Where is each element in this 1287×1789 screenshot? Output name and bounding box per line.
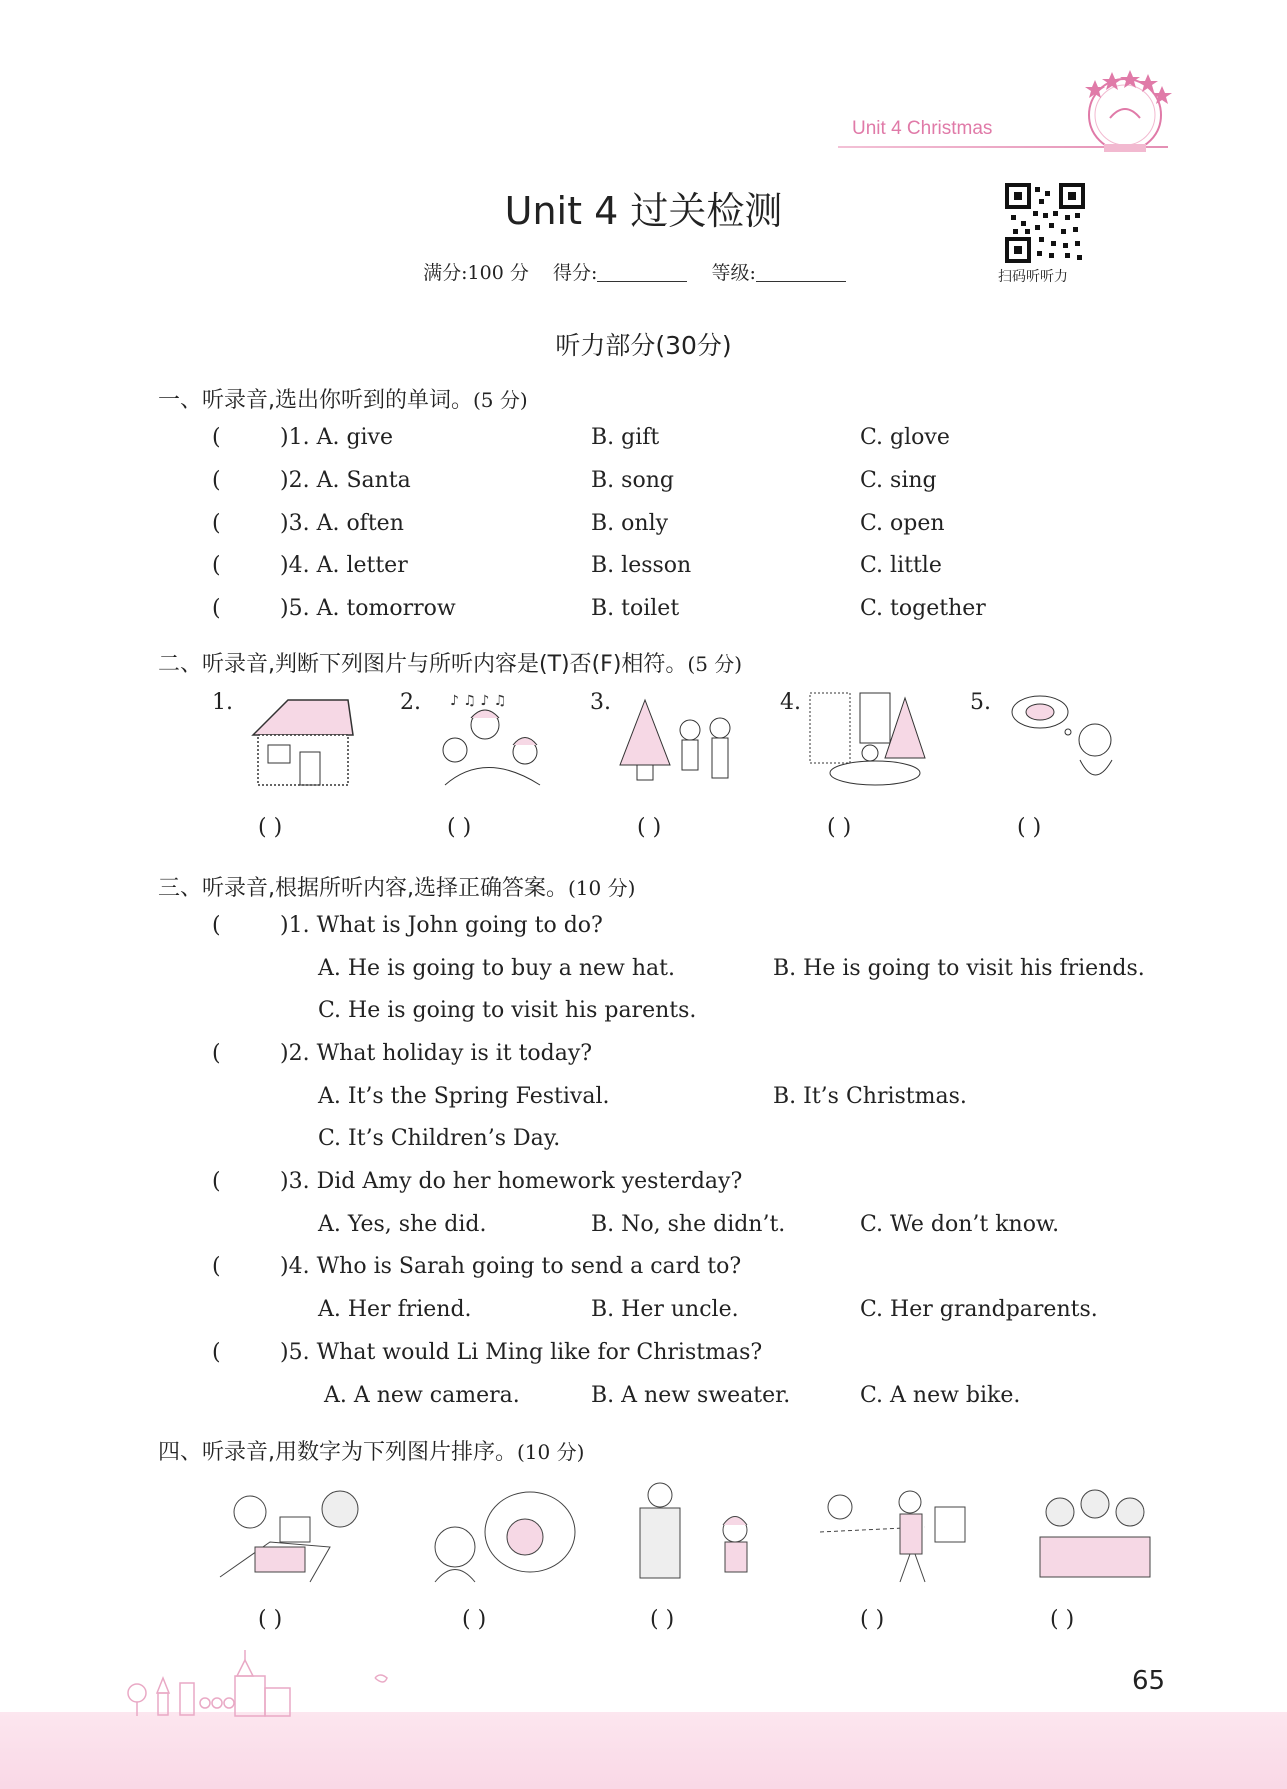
option-b: B. He is going to visit his friends. — [773, 956, 1145, 981]
sequence-picture-3 — [620, 1480, 770, 1590]
grade-blank[interactable] — [756, 263, 846, 282]
s1-option-c: C. open — [860, 511, 945, 536]
option-c: C. Her grandparents. — [860, 1297, 1098, 1322]
answer-paren-open[interactable]: ( — [212, 553, 221, 578]
s1-option-b: B. toilet — [591, 596, 680, 621]
answer-box[interactable]: ( ) — [462, 1607, 487, 1632]
qr-label: 扫码听听力 — [998, 269, 1068, 285]
family-room-picture — [805, 688, 930, 788]
section4-title: 四、听录音,用数字为下列图片排序。(10 分) — [158, 1440, 585, 1465]
answer-paren-open[interactable]: ( — [212, 425, 221, 450]
question-text: )4. Who is Sarah going to send a card to? — [280, 1254, 742, 1279]
running-head: Unit 4 Christmas — [852, 118, 993, 139]
option-a: A. It’s the Spring Festival. — [318, 1084, 610, 1109]
answer-paren-open[interactable]: ( — [212, 1041, 221, 1066]
s1-option-b: B. gift — [591, 425, 660, 450]
grade-label: 等级: — [711, 262, 756, 284]
question-text: )5. What would Li Ming like for Christmas? — [280, 1340, 763, 1365]
answer-box[interactable]: ( ) — [1050, 1607, 1075, 1632]
option-c: C. It’s Children’s Day. — [318, 1126, 561, 1151]
castle-decoration-icon — [125, 1648, 415, 1718]
section2-title: 二、听录音,判断下列图片与所听内容是(T)否(F)相符。(5 分) — [158, 652, 743, 677]
s1-option-a: )2. A. Santa — [280, 468, 411, 493]
option-b: B. A new sweater. — [591, 1383, 791, 1408]
answer-box[interactable]: ( ) — [258, 815, 283, 840]
answer-box[interactable]: ( ) — [258, 1607, 283, 1632]
score-label: 得分: — [553, 262, 598, 284]
page-number: 65 — [1132, 1666, 1166, 1696]
answer-box[interactable]: ( ) — [827, 815, 852, 840]
sequence-picture-2 — [420, 1487, 580, 1587]
s1-option-b: B. lesson — [591, 553, 692, 578]
answer-paren-open[interactable]: ( — [212, 913, 221, 938]
question-text: )2. What holiday is it today? — [280, 1041, 593, 1066]
option-b: B. It’s Christmas. — [773, 1084, 967, 1109]
s1-option-c: C. sing — [860, 468, 937, 493]
question-text: )3. Did Amy do her homework yesterday? — [280, 1169, 743, 1194]
brand-badge-icon — [1070, 60, 1180, 160]
answer-box[interactable]: ( ) — [637, 815, 662, 840]
sequence-picture-1 — [210, 1487, 380, 1587]
part-heading: 听力部分(30分) — [555, 331, 732, 360]
answer-box[interactable]: ( ) — [650, 1607, 675, 1632]
picture-label: 1. — [212, 690, 233, 715]
s1-option-c: C. little — [860, 553, 942, 578]
christmas-tree-picture — [615, 690, 740, 790]
option-b: B. No, she didn’t. — [591, 1212, 786, 1237]
picture-label: 2. — [400, 690, 421, 715]
footer-band — [0, 1712, 1287, 1789]
s1-option-a: )4. A. letter — [280, 553, 408, 578]
singing-kids-picture — [430, 690, 555, 790]
house-picture — [238, 690, 363, 790]
section1-title: 一、听录音,选出你听到的单词。(5 分) — [158, 388, 528, 413]
picture-label: 5. — [970, 690, 991, 715]
answer-paren-open[interactable]: ( — [212, 511, 221, 536]
question-text: )1. What is John going to do? — [280, 913, 603, 938]
score-blank[interactable] — [597, 263, 687, 282]
answer-paren-open[interactable]: ( — [212, 468, 221, 493]
s1-option-a: )3. A. often — [280, 511, 404, 536]
option-a: A. A new camera. — [324, 1383, 520, 1408]
s1-option-c: C. glove — [860, 425, 950, 450]
option-c: C. He is going to visit his parents. — [318, 998, 697, 1023]
picture-label: 3. — [590, 690, 611, 715]
s1-option-a: )5. A. tomorrow — [280, 596, 456, 621]
score-line — [0, 258, 1287, 285]
sequence-picture-4 — [815, 1482, 975, 1592]
answer-paren-open[interactable]: ( — [212, 1254, 221, 1279]
answer-paren-open[interactable]: ( — [212, 1169, 221, 1194]
answer-box[interactable]: ( ) — [1017, 815, 1042, 840]
option-a: A. Her friend. — [318, 1297, 472, 1322]
option-a: A. Yes, she did. — [318, 1212, 487, 1237]
option-b: B. Her uncle. — [591, 1297, 739, 1322]
answer-box[interactable]: ( ) — [860, 1607, 885, 1632]
answer-paren-open[interactable]: ( — [212, 1340, 221, 1365]
s1-option-c: C. together — [860, 596, 986, 621]
s1-option-a: )1. A. give — [280, 425, 394, 450]
option-a: A. He is going to buy a new hat. — [318, 956, 675, 981]
option-c: C. A new bike. — [860, 1383, 1021, 1408]
boy-thinking-picture — [1000, 690, 1125, 790]
svg-text:♪ ♫ ♪ ♫: ♪ ♫ ♪ ♫ — [450, 693, 507, 709]
page-title: Unit 4 过关检测 — [504, 189, 783, 233]
s1-option-b: B. song — [591, 468, 674, 493]
answer-paren-open[interactable]: ( — [212, 596, 221, 621]
sequence-picture-5 — [1020, 1482, 1170, 1592]
picture-label: 4. — [780, 690, 801, 715]
section3-title: 三、听录音,根据所听内容,选择正确答案。(10 分) — [158, 876, 636, 901]
s1-option-b: B. only — [591, 511, 669, 536]
full-score: 满分:100 分 — [423, 262, 529, 284]
answer-box[interactable]: ( ) — [447, 815, 472, 840]
option-c: C. We don’t know. — [860, 1212, 1060, 1237]
qr-code-icon[interactable] — [1005, 183, 1085, 263]
